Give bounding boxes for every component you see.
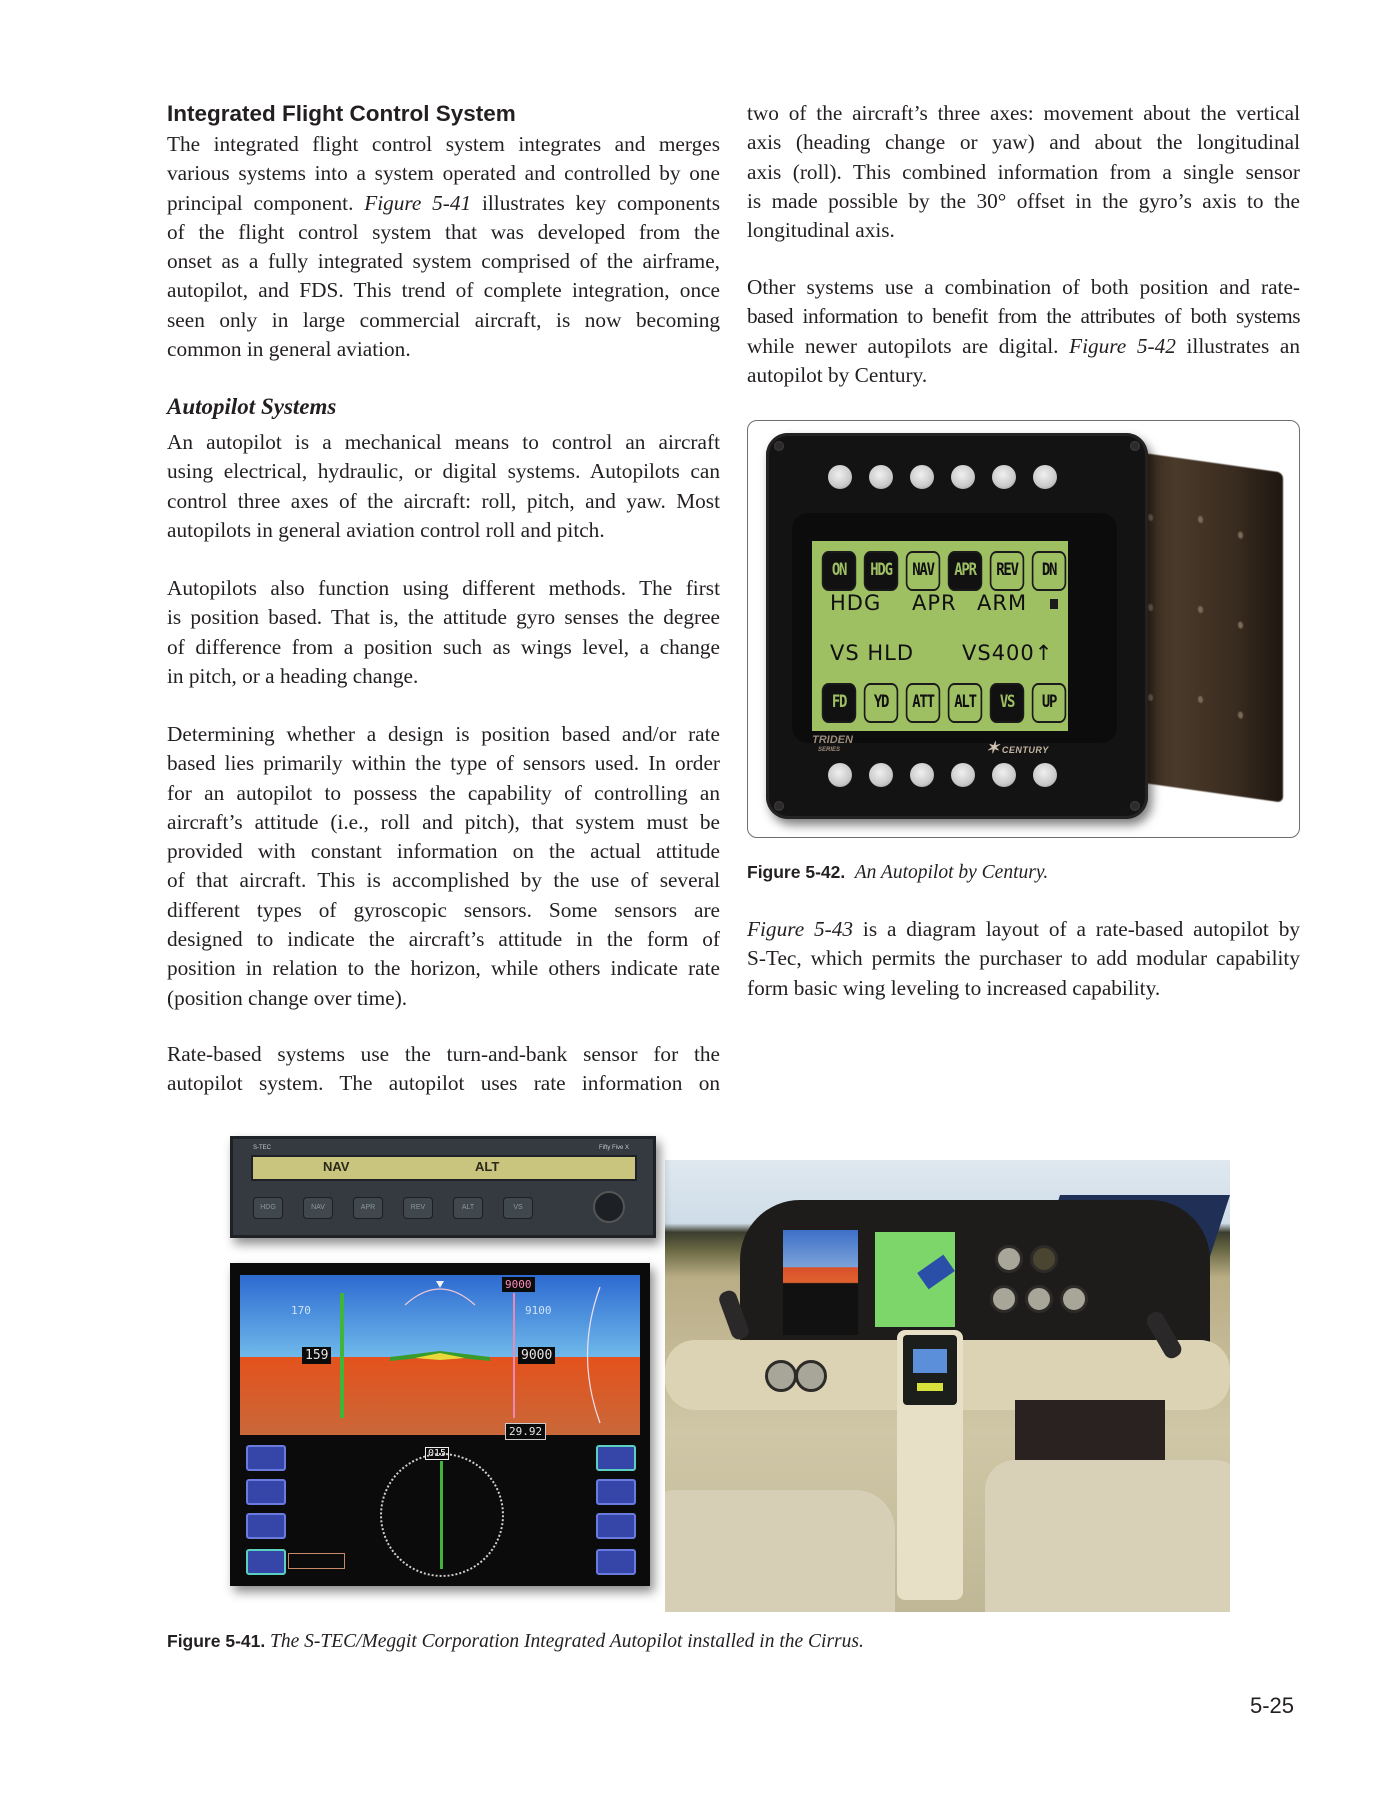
lcd-key-att: ATT (906, 683, 940, 723)
lcd-bottom-keys (818, 683, 1062, 723)
figure-5-42-image (747, 420, 1300, 838)
heading-readout: 015 (425, 1447, 449, 1460)
bezel-button (910, 465, 934, 489)
roll-scale-icon (400, 1277, 480, 1307)
figure-caption-text: An Autopilot by Century. (854, 862, 1049, 883)
altitude-tape (513, 1293, 515, 1418)
bezel-button (828, 763, 852, 787)
lcd-vs-rate: VS400↑ (962, 641, 1054, 665)
bezel-button (1033, 465, 1057, 489)
paragraph-combined-systems: Other systems use a combination of both position and rate- based information to benefit from the attributes of both systems while newer autopilots are digital. Figure 5-42 illustrates an autopilot by Century. (747, 275, 1300, 387)
vsi-scale-icon (575, 1285, 605, 1425)
figure-reference-5-43: Figure 5-43 (747, 917, 854, 941)
aircraft-symbol-icon (390, 1351, 490, 1365)
page-number: 5-25 (1250, 1693, 1295, 1718)
bezel-button (910, 763, 934, 787)
pfd-softkey (596, 1549, 636, 1575)
figure-label: Figure 5-42. (747, 862, 846, 882)
primary-flight-display: 170 159 9000 9100 9000 29.92 015 (230, 1263, 650, 1586)
paragraph-rate-axes: two of the aircraft’s three axes: movement about the vertical axis (heading change or yaw) and about the longitudinal axis (roll). This combined information from a single sensor is made possible by the 30° offset in the gyro’s axis to the longitudinal axis. (747, 101, 1300, 243)
pfd-softkey (246, 1513, 286, 1539)
lcd-top-keys (818, 551, 1062, 591)
cirrus-cockpit-photo (665, 1160, 1230, 1612)
paragraph-figure-5-43: Figure 5-43 is a diagram layout of a rate-based autopilot by S-Tec, which permits the purchaser to add modular capability form basic wing leveling to increased capability. (747, 917, 1300, 1000)
airspeed-tape (340, 1293, 344, 1418)
lcd-key-yd: YD (864, 683, 898, 723)
cockpit-mfd-map-screen (875, 1232, 955, 1327)
stec-key-alt: ALT (453, 1197, 483, 1219)
lcd-key-dn: DN (1032, 551, 1066, 591)
stec-vs-knob (593, 1191, 625, 1223)
lcd-key-vs: VS (990, 683, 1024, 723)
figure-caption-text: The S-TEC/Meggit Corporation Integrated Autopilot installed in the Cirrus. (269, 1631, 864, 1652)
century-logo: ✶ CENTURY (986, 740, 1049, 757)
pfd-softkey (596, 1479, 636, 1505)
lcd-mode-arm: ARM (977, 591, 1028, 615)
pfd-nav-frequency-box (288, 1553, 345, 1569)
lcd-indicator-square (1050, 599, 1058, 609)
cockpit-pfd-screen (783, 1230, 858, 1335)
top-bezel-buttons (828, 465, 1057, 489)
bezel-button (869, 465, 893, 489)
stec-key-rev: REV (403, 1197, 433, 1219)
bottom-bezel-buttons (828, 763, 1057, 787)
lcd-mode-apr: APR (912, 591, 957, 615)
lcd-key-nav: NAV (906, 551, 940, 591)
figure-5-41-image (230, 1136, 1230, 1612)
stec-key-nav: NAV (303, 1197, 333, 1219)
lcd-mode-hdg: HDG (830, 591, 882, 615)
section-heading-integrated-flight-control: Integrated Flight Control System (167, 101, 516, 126)
figure-5-42-caption (747, 862, 1048, 884)
pfd-softkey (596, 1513, 636, 1539)
pfd-softkey (246, 1445, 286, 1471)
figure-label: Figure 5-41. (167, 1631, 266, 1651)
lcd-key-rev: REV (990, 551, 1024, 591)
lcd-key-fd: FD (822, 683, 856, 723)
bezel-button (951, 763, 975, 787)
pfd-softkey (596, 1445, 636, 1471)
stec-mode-keys (253, 1197, 533, 1219)
paragraph-integrated-flight-control: The integrated flight control system integrates and merges various systems into a system operated and controlled by one principal component. Figure 5-41 illustrates key components of the flight control system that was developed from the onset as a fully integrated system comprised of the airframe, autopilot, and FDS. This trend of complete integration, once seen only in large commercial aircraft, is now becoming common in general aviation. (167, 132, 721, 362)
bezel-button (828, 465, 852, 489)
stec-key-vs: VS (503, 1197, 533, 1219)
paragraph-position-vs-rate: Determining whether a design is position based and/or rate based lies primarily within the type of sensors used. In order for an autopilot to possess the capability of controlling an aircraft’s attitude (i.e., roll and pitch), that system must be provided with constant information on the actual attitude of that aircraft. This is accomplished by the use of several different types of gyroscopic sensors. Some sensors are designed to indicate the aircraft’s attitude in the form of position in relation to the horizon, while others indicate rate (position change over time). (167, 722, 720, 1010)
stec-lateral-mode: NAV (323, 1159, 350, 1174)
stec-vertical-mode: ALT (475, 1159, 500, 1174)
right-seat (985, 1460, 1230, 1612)
figure-reference-5-42: Figure 5-42 (1069, 333, 1176, 358)
stec-autopilot-panel: S-TEC Fifty Five X NAV ALT HDG NAV APR REV ALT VS (230, 1136, 656, 1238)
lcd-key-on: ON (822, 551, 856, 591)
figure-reference-5-41: Figure 5-41 (364, 190, 472, 215)
left-seat (665, 1490, 895, 1612)
paragraph-autopilot-methods: Autopilots also function using different methods. The first is position based. That is, the attitude gyro senses the degree of difference from a position such as wings level, a change in pitch, or a heading change. (167, 576, 720, 688)
stec-mode-display (251, 1155, 637, 1181)
lcd-key-up: UP (1032, 683, 1066, 723)
star-icon: ✶ (986, 740, 1000, 757)
selected-altitude: 9000 (502, 1277, 535, 1292)
bezel-button (992, 465, 1016, 489)
hsi-compass-rose (380, 1453, 504, 1577)
lcd-key-apr: APR (948, 551, 982, 591)
bezel-button (1033, 763, 1057, 787)
autopilot-bezel (766, 433, 1148, 819)
triden-series-logo: TRIDEN SERIES (812, 734, 853, 753)
altitude-readout: 9000 (518, 1347, 555, 1364)
autopilot-lcd-display (812, 541, 1068, 731)
stec-key-hdg: HDG (253, 1197, 283, 1219)
lcd-key-alt: ALT (948, 683, 982, 723)
figure-5-41-caption (167, 1631, 864, 1653)
lcd-vs-hold: VS HLD (830, 641, 915, 665)
pfd-softkey (246, 1479, 286, 1505)
bezel-button (869, 763, 893, 787)
baro-setting: 29.92 (505, 1423, 546, 1440)
section-heading-autopilot-systems: Autopilot Systems (167, 394, 337, 419)
bezel-button (951, 465, 975, 489)
pfd-softkey (246, 1549, 286, 1575)
bezel-button (992, 763, 1016, 787)
gps-radio-stack (903, 1335, 957, 1405)
lcd-key-hdg: HDG (864, 551, 898, 591)
stec-key-apr: APR (353, 1197, 383, 1219)
paragraph-autopilot-definition: An autopilot is a mechanical means to control an aircraft using electrical, hydraulic, or digital systems. Autopilots can control three axes of the aircraft: roll, pitch, and yaw. Most autopilots in general aviation control roll and pitch. (167, 430, 720, 542)
airspeed-readout: 159 (302, 1347, 331, 1364)
paragraph-rate-based-systems: Rate-based systems use the turn-and-bank sensor for the autopilot system. The autopilot uses rate information on (167, 1042, 720, 1096)
